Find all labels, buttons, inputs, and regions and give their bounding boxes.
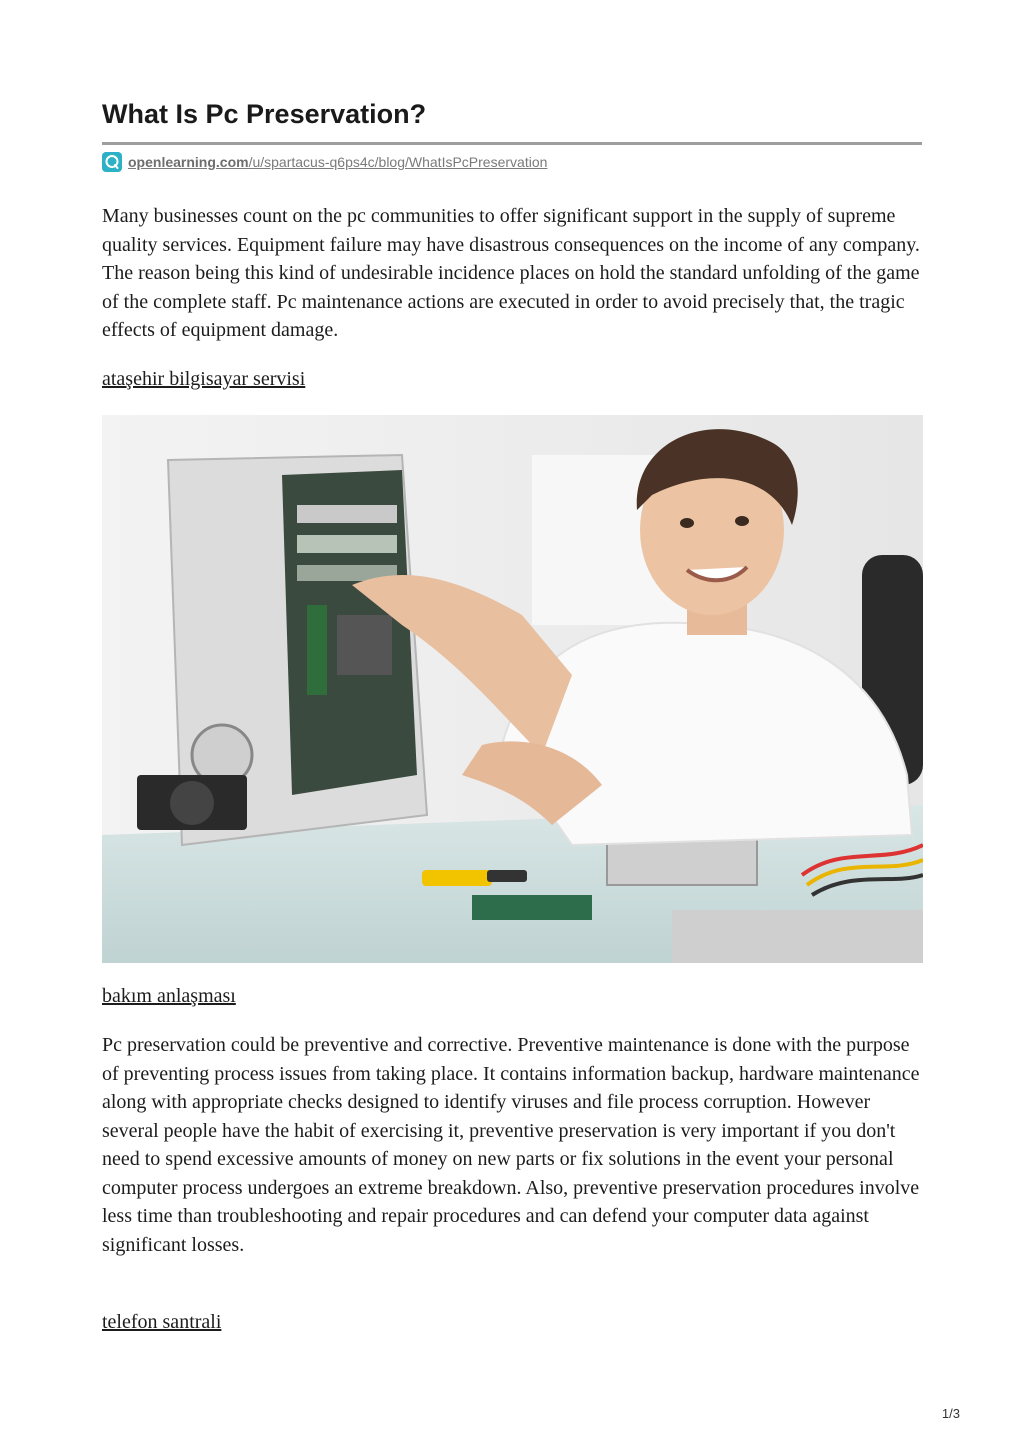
source-link[interactable] (128, 154, 547, 170)
title-divider (102, 142, 922, 145)
link-telefon-santrali[interactable]: telefon santrali (102, 1311, 222, 1333)
link-atasehir-bilgisayar-servisi[interactable]: ataşehir bilgisayar servisi (102, 368, 306, 390)
paragraph-preservation: Pc preservation could be preventive and corrective. Preventive maintenance is done with the purpose of preventing process issues from taking place. It contains information backup, hardware maintenance along with appropriate checks designed to identify viruses and file process corruption. However several people have the habit of exercising it, preventive preservation is very important if you don't need to spend excessive amounts of money on new parts or fix solutions in the event your personal computer process undergoes an extreme breakdown. Also, preventive preservation procedures involve less time than troubleshooting and repair procedures and can defend your computer data against significant losses. (102, 1034, 920, 1256)
source-line (102, 152, 547, 172)
page-number: 1/3 (941, 1406, 960, 1421)
openlearning-logo-icon (102, 152, 122, 172)
source-path: /u/spartacus-q6ps4c/blog/WhatIsPcPreservation (248, 154, 548, 170)
source-domain: openlearning.com (128, 154, 249, 170)
link-bakim-anlasmasi[interactable]: bakım anlaşması (102, 985, 236, 1007)
paragraph-intro: Many businesses count on the pc communities to offer significant support in the supply of supreme quality services. Equipment failure may have disastrous consequences on the income of any company. The reason being this kind of undesirable incidence places on hold the standard unfolding of the game of the complete staff. Pc maintenance actions are executed in order to avoid precisely that, the tragic effects of equipment damage. (102, 205, 920, 341)
page-title: What Is Pc Preservation? (102, 99, 427, 129)
article-photo (102, 415, 923, 963)
